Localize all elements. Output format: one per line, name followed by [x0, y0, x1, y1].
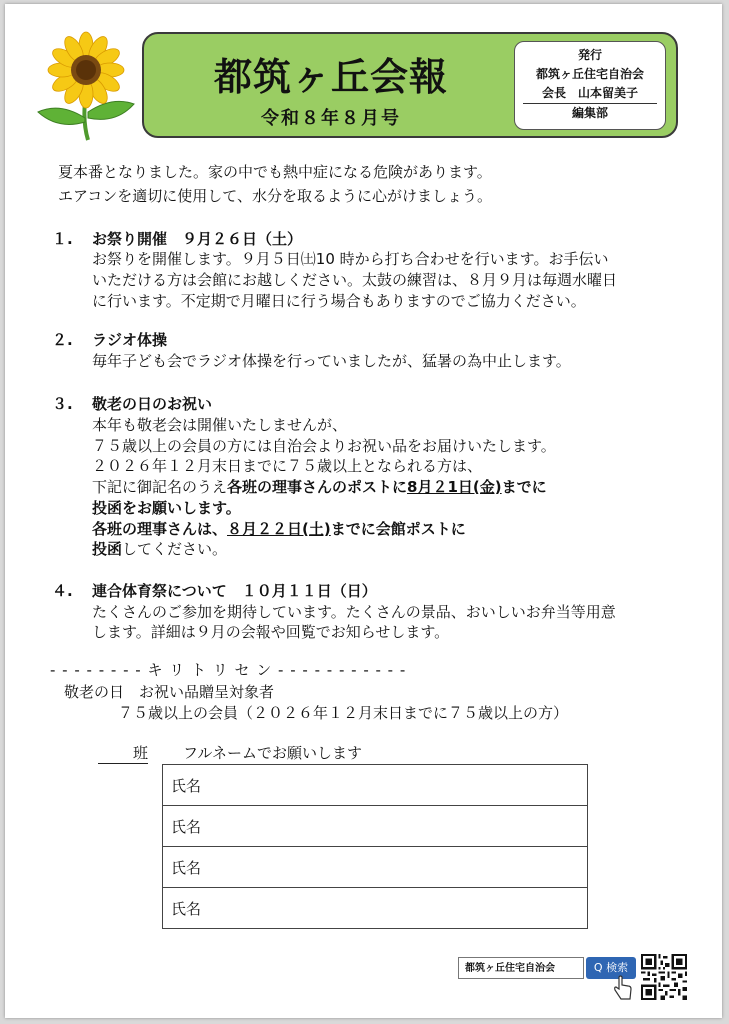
text-span: 各班の理事さんは、	[92, 520, 228, 538]
text-span: までに	[501, 478, 547, 496]
body-line: ２０２６年１２月末日までに７５歳以上となられる方は、	[92, 457, 483, 475]
name-table	[162, 764, 588, 929]
deadline-date: 8月２1日(金)	[407, 478, 502, 496]
name-field-label: 氏名	[171, 777, 202, 795]
publisher-box	[514, 41, 666, 130]
body-line	[92, 519, 466, 539]
text-span: 各班の理事さんのポストに	[227, 478, 408, 496]
form-title: 敬老の日 お祝い品贈呈対象者	[64, 683, 275, 701]
row-divider	[163, 846, 587, 847]
form-subtitle: ７５歳以上の会員（２０２６年１２月末日までに７５歳以上の方）	[118, 704, 569, 722]
form-instruction: フルネームでお願いします	[183, 744, 362, 762]
body-line: お祭りを開催します。９月５日㈯10 時から打ち合わせを行います。お手伝い	[92, 250, 609, 268]
text-span: 投函	[92, 540, 123, 558]
row-divider	[163, 805, 587, 806]
qr-code	[641, 954, 687, 1000]
body-line: します。詳細は９月の会報や回覧でお知らせします。	[92, 623, 450, 641]
body-line: いただける方は会館にお越しください。太鼓の練習は、８月９月は毎週水曜日	[92, 271, 618, 289]
text-span: 下記に御記名のうえ	[92, 478, 228, 496]
body-line: ７５歳以上の会員の方には自治会よりお祝い品をお届けいたします。	[92, 437, 556, 455]
pointer-hand-icon	[612, 975, 634, 1001]
text-span: までに会館ポストに	[330, 520, 466, 538]
section-number: ２.	[52, 331, 73, 349]
body-line: 毎年子ども会でラジオ体操を行っていましたが、猛暑の為中止します。	[92, 352, 571, 370]
name-field-label: 氏名	[171, 859, 202, 877]
section-number: ４.	[52, 582, 73, 600]
body-line	[92, 477, 547, 497]
sunflower-illustration	[30, 30, 142, 142]
section-heading: 連合体育祭について １０月１１日（日）	[92, 582, 377, 600]
issue-label: 令和８年８月号	[261, 108, 401, 129]
cut-line: - - - - - - - - キ リ ト リ セ ン - - - - - - - - - - -	[50, 661, 407, 679]
body-line: 投函をお願いします。	[92, 499, 241, 517]
section-heading: ラジオ体操	[92, 331, 168, 349]
body-line: に行います。不定期で月曜日に行う場合もありますのでご協力ください。	[92, 292, 586, 310]
text-span: してください。	[122, 540, 228, 558]
body-line	[92, 539, 227, 559]
newsletter-title: 都筑ヶ丘会報	[213, 55, 448, 99]
search-button: Q 検索	[586, 957, 636, 979]
publisher-line: 会長 山本留美子	[541, 86, 638, 100]
search-input: 都筑ヶ丘住宅自治会	[458, 957, 584, 979]
header-banner	[142, 32, 678, 138]
publisher-line: 発行	[577, 48, 602, 62]
deadline-date: ８月２２日(土)	[227, 520, 331, 538]
row-divider	[163, 887, 587, 888]
section-number: ３.	[52, 395, 73, 413]
han-label: 班	[98, 743, 148, 764]
intro-line: 夏本番となりました。家の中でも熱中症になる危険があります。	[58, 163, 492, 181]
publisher-line: 都筑ヶ丘住宅自治会	[535, 67, 644, 81]
body-line: たくさんのご参加を期待しています。たくさんの景品、おいしいお弁当等用意	[92, 603, 616, 621]
section-heading: 敬老の日のお祝い	[92, 395, 213, 413]
name-field-label: 氏名	[171, 818, 202, 836]
search-graphic	[458, 957, 638, 981]
publisher-line: 編集部	[523, 103, 657, 123]
body-line: 本年も敬老会は開催いたしませんが、	[92, 416, 348, 434]
name-field-label: 氏名	[171, 900, 202, 918]
section-heading: お祭り開催 ９月２６日（土）	[92, 230, 303, 248]
intro-line: エアコンを適切に使用して、水分を取るように心がけましょう。	[58, 187, 492, 205]
section-number: １.	[52, 230, 73, 248]
